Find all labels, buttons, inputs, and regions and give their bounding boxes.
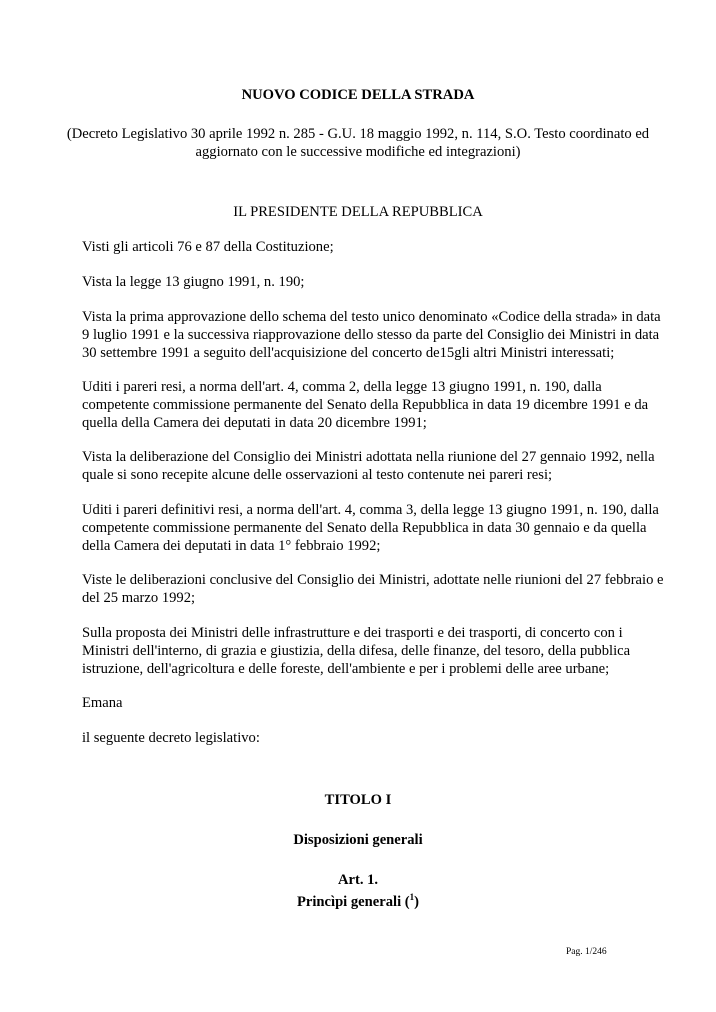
paragraph-line: competente commissione permanente del Senato della Repubblica in data 19 dicembre 1991 e da: [82, 397, 649, 413]
issuer-heading: IL PRESIDENTE DELLA REPUBBLICA: [233, 204, 483, 220]
paragraph-line: Uditi i pareri resi, a norma dell'art. 4, comma 2, della legge 13 giugno 1991, n. 190, dalla: [82, 379, 602, 395]
paragraph-line: Uditi i pareri definitivi resi, a norma dell'art. 4, comma 3, della legge 13 giugno 1991, n. 190, dalla: [82, 502, 659, 518]
article-title-text: Princìpi generali (: [296, 893, 410, 910]
article-number: Art. 1.: [337, 872, 379, 888]
paragraph-line: Vista la legge 13 giugno 1991, n. 190;: [82, 274, 305, 290]
paragraph-line: Sulla proposta dei Ministri delle infrastrutture e dei trasporti e dei trasporti, di concerto con i: [82, 625, 623, 641]
paragraph-line: Visti gli articoli 76 e 87 della Costituzione;: [82, 239, 334, 255]
paragraph-line: Vista la deliberazione del Consiglio dei Ministri adottata nella riunione del 27 gennaio 1992, nella: [82, 449, 655, 465]
paragraph-line: competente commissione permanente del Senato della Repubblica in data 30 gennaio e da quella: [82, 520, 647, 536]
titolo-heading: TITOLO I: [324, 792, 392, 808]
paragraph-line: quella della Camera dei deputati in data 20 dicembre 1991;: [82, 415, 427, 431]
paragraph-line: della Camera dei deputati in data 1° febbraio 1992;: [82, 538, 381, 554]
paragraph-line: 30 settembre 1991 a seguito dell'acquisizione del concerto de15gli altri Ministri interessati;: [82, 345, 615, 361]
paragraph-line: del 25 marzo 1992;: [82, 590, 196, 606]
footnote-link[interactable]: 1: [409, 892, 415, 902]
paragraph-line: Ministri dell'interno, di grazia e giustizia, della difesa, delle finanze, del tesoro, della pubblica: [82, 643, 631, 659]
paragraph-line: il seguente decreto legislativo:: [82, 730, 260, 746]
paragraph-line: Viste le deliberazioni conclusive del Consiglio dei Ministri, adottate nelle riunioni del 27 febbraio e: [82, 572, 664, 588]
article-title: [0, 888, 716, 911]
paragraph-line: istruzione, dell'agricoltura e delle foreste, dell'ambiente e per i problemi delle aree urbane;: [82, 661, 610, 677]
subtitle-line: (Decreto Legislativo 30 aprile 1992 n. 285 - G.U. 18 maggio 1992, n. 114, S.O. Testo coordinato ed: [66, 126, 650, 142]
document-title: NUOVO CODICE DELLA STRADA: [241, 87, 475, 103]
paragraph-line: quale si sono recepite alcune delle osservazioni al testo contenute nei pareri resi;: [82, 467, 553, 483]
article-title-close: ): [414, 893, 420, 910]
paragraph-line: Emana: [82, 695, 123, 711]
page-number: Pag. 1/246: [566, 947, 607, 957]
paragraph-line: Vista la prima approvazione dello schema del testo unico denominato «Codice della strada» in data: [82, 309, 661, 325]
paragraph-line: 9 luglio 1991 e la successiva riapprovazione dello stesso da parte del Consiglio dei Ministri in data: [82, 327, 660, 343]
subtitle-line: aggiornato con le successive modifiche ed integrazioni): [195, 144, 521, 160]
titolo-name: Disposizioni generali: [293, 832, 423, 848]
